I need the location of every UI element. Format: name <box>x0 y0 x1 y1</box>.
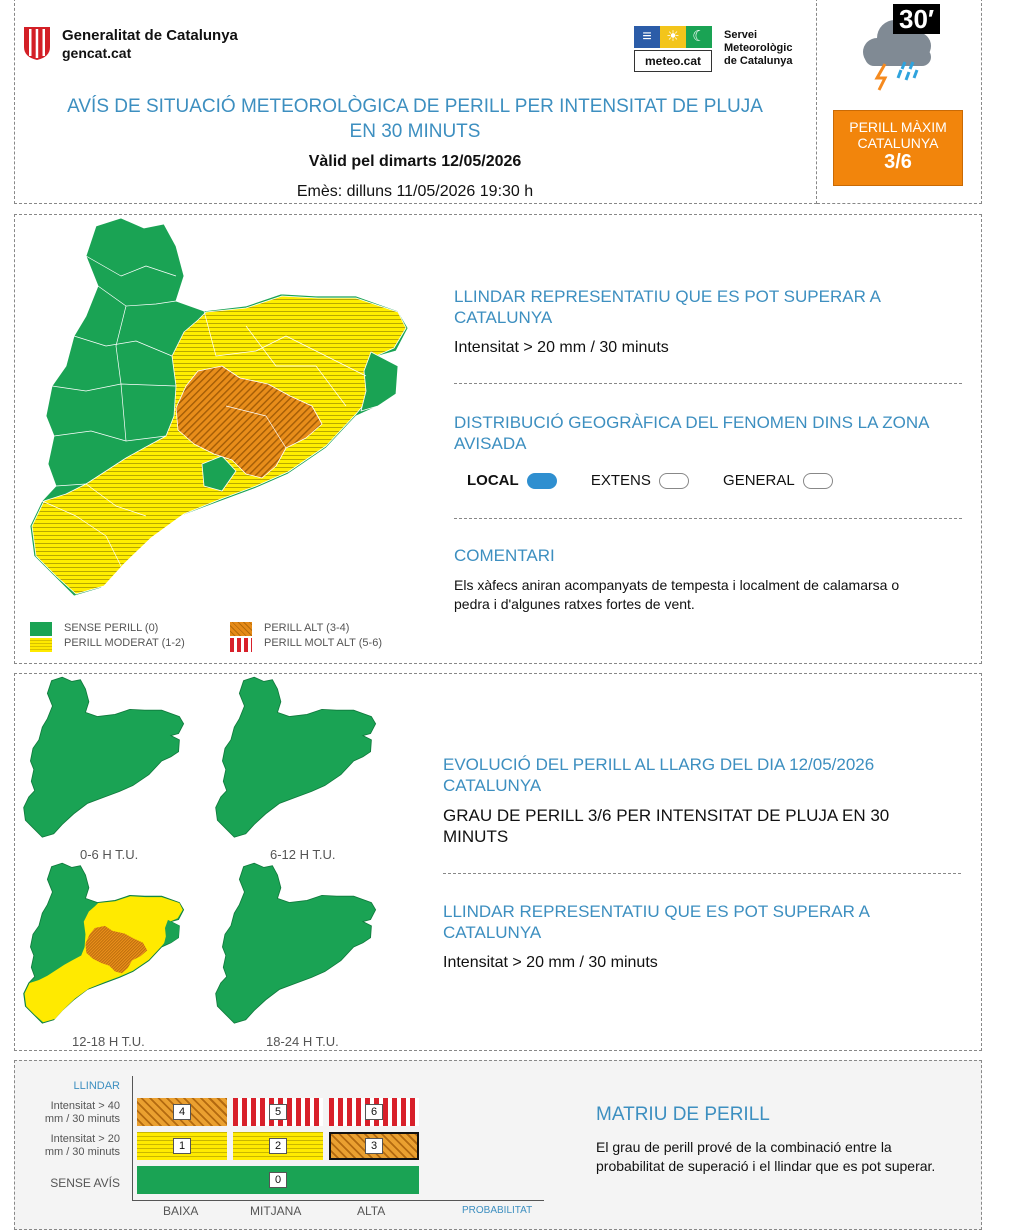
evolution-text: GRAU DE PERILL 3/6 PER INTENSITAT DE PLUJA EN 30 MINUTS <box>443 806 890 846</box>
legend-yellow-swatch <box>30 638 52 652</box>
danger-level-box <box>833 110 963 186</box>
legend-green-swatch <box>30 622 52 636</box>
map-label-18-24: 18-24 H T.U. <box>266 1034 339 1049</box>
divider <box>443 873 961 874</box>
matrix-cell-6 <box>329 1098 419 1126</box>
matrix-cell-0 <box>137 1166 419 1194</box>
divider <box>454 518 962 519</box>
matrix-row-top-line2: mm / 30 minuts <box>44 1113 120 1125</box>
evolution-threshold-value: Intensitat > 20 mm / 30 minuts <box>443 954 658 971</box>
dist-general-label: GENERAL <box>723 472 795 489</box>
matrix-row-none-label: SENSE AVÍS <box>50 1176 120 1190</box>
matrix-x-axis <box>132 1200 544 1201</box>
legend-high: PERILL ALT (3-4) <box>264 622 350 634</box>
matrix-cell-3-active <box>329 1132 419 1160</box>
badge-30-minutes: 30′ <box>893 4 940 34</box>
warning-title: AVÍS DE SITUACIÓ METEOROLÒGICA DE PERILL PER INTENSITAT DE PLUJA EN 30 MINUTS <box>67 96 763 142</box>
generalitat-emblem-icon <box>22 25 52 61</box>
legend-orange-swatch <box>230 622 252 636</box>
comment-title: COMENTARI <box>454 546 555 565</box>
matrix-text: El grau de perill prové de la combinació entre la probabilitat de superació i el llindar que es pot superar. <box>596 1139 936 1174</box>
dist-general-toggle[interactable] <box>803 473 833 489</box>
legend-red-swatch <box>230 638 252 652</box>
valid-date: Vàlid pel dimarts 12/05/2026 <box>308 153 522 170</box>
distribution-title: DISTRIBUCIÓ GEOGRÀFICA DEL FENOMEN DINS LA ZONA AVISADA <box>454 413 929 453</box>
threshold-value: Intensitat > 20 mm / 30 minuts <box>454 339 669 356</box>
matrix-llindar-label: LLINDAR <box>73 1080 120 1092</box>
issued-date: Emès: dilluns 11/05/2026 19:30 h <box>296 183 534 200</box>
catalonia-danger-map <box>26 216 416 621</box>
dist-extens-label: EXTENS <box>590 472 651 489</box>
dist-local-toggle[interactable] <box>527 473 557 489</box>
cell-value: 2 <box>269 1138 287 1154</box>
matrix-row-mid-line1: Intensitat > 20 <box>50 1133 120 1145</box>
cell-value: 6 <box>365 1104 383 1120</box>
evolution-map-12-18 <box>22 862 187 1037</box>
legend-none: SENSE PERILL (0) <box>64 622 159 634</box>
matrix-title: MATRIU DE PERILL <box>596 1104 770 1125</box>
comment-text: Els xàfecs aniran acompanyats de tempesta i localment de calamarsa o pedra i d'algunes ratxes fortes de vent. <box>454 577 900 612</box>
matrix-col-mid: MITJANA <box>250 1204 302 1218</box>
evolution-map-0-6 <box>22 676 187 851</box>
threshold-title: LLINDAR REPRESENTATIU QUE ES POT SUPERAR A CATALUNYA <box>454 287 881 327</box>
danger-label2: CATALUNYA <box>857 135 939 151</box>
meteocat-weather-icons: ≡ ☀ ☾ <box>634 26 712 48</box>
legend-very-high: PERILL MOLT ALT (5-6) <box>264 637 382 649</box>
matrix-row-top-label <box>20 1100 120 1126</box>
matrix-probability-label: PROBABILITAT <box>462 1205 533 1216</box>
matrix-cell-1 <box>137 1132 227 1160</box>
cell-value: 4 <box>173 1104 191 1120</box>
smc-line1: Servei <box>724 29 758 41</box>
matrix-y-axis <box>132 1076 133 1200</box>
matrix-row-mid-label <box>20 1133 120 1159</box>
dist-local-label: LOCAL <box>467 472 519 489</box>
divider <box>454 383 962 384</box>
danger-value: 3/6 <box>884 151 912 173</box>
smc-line2: Meteorològic <box>724 42 793 54</box>
matrix-cell-5 <box>233 1098 323 1126</box>
map-label-12-18: 12-18 H T.U. <box>72 1034 145 1049</box>
cell-value: 0 <box>269 1172 287 1188</box>
cell-value: 1 <box>173 1138 191 1154</box>
matrix-row-top-line1: Intensitat > 40 <box>50 1100 120 1112</box>
evolution-map-18-24 <box>214 862 379 1037</box>
gov-site: gencat.cat <box>62 45 132 61</box>
legend-moderate: PERILL MODERAT (1-2) <box>64 637 185 649</box>
matrix-col-high: ALTA <box>357 1204 386 1218</box>
distribution-options <box>467 472 833 489</box>
matrix-row-mid-line2: mm / 30 minuts <box>44 1146 120 1158</box>
danger-label1: PERILL MÀXIM <box>849 119 947 135</box>
evolution-threshold-title: LLINDAR REPRESENTATIU QUE ES POT SUPERAR A CATALUNYA <box>443 902 870 942</box>
map-label-0-6: 0-6 H T.U. <box>80 847 139 862</box>
evolution-map-6-12 <box>214 676 379 851</box>
meteocat-logo[interactable] <box>634 26 712 74</box>
matrix-col-low: BAIXA <box>163 1204 199 1218</box>
smc-name <box>724 29 792 68</box>
map-label-6-12: 6-12 H T.U. <box>270 847 336 862</box>
smc-line3: de Catalunya <box>724 55 793 67</box>
matrix-cell-4 <box>137 1098 227 1126</box>
gov-name: Generalitat de Catalunya <box>62 27 238 44</box>
cell-value: 3 <box>365 1138 383 1154</box>
meteocat-logo-text: meteo.cat <box>634 50 712 72</box>
generalitat-logo[interactable] <box>22 25 52 61</box>
dist-extens-toggle[interactable] <box>659 473 689 489</box>
evolution-title: EVOLUCIÓ DEL PERILL AL LLARG DEL DIA 12/05/2026 CATALUNYA <box>443 755 875 795</box>
cell-value: 5 <box>269 1104 287 1120</box>
matrix-cell-2 <box>233 1132 323 1160</box>
